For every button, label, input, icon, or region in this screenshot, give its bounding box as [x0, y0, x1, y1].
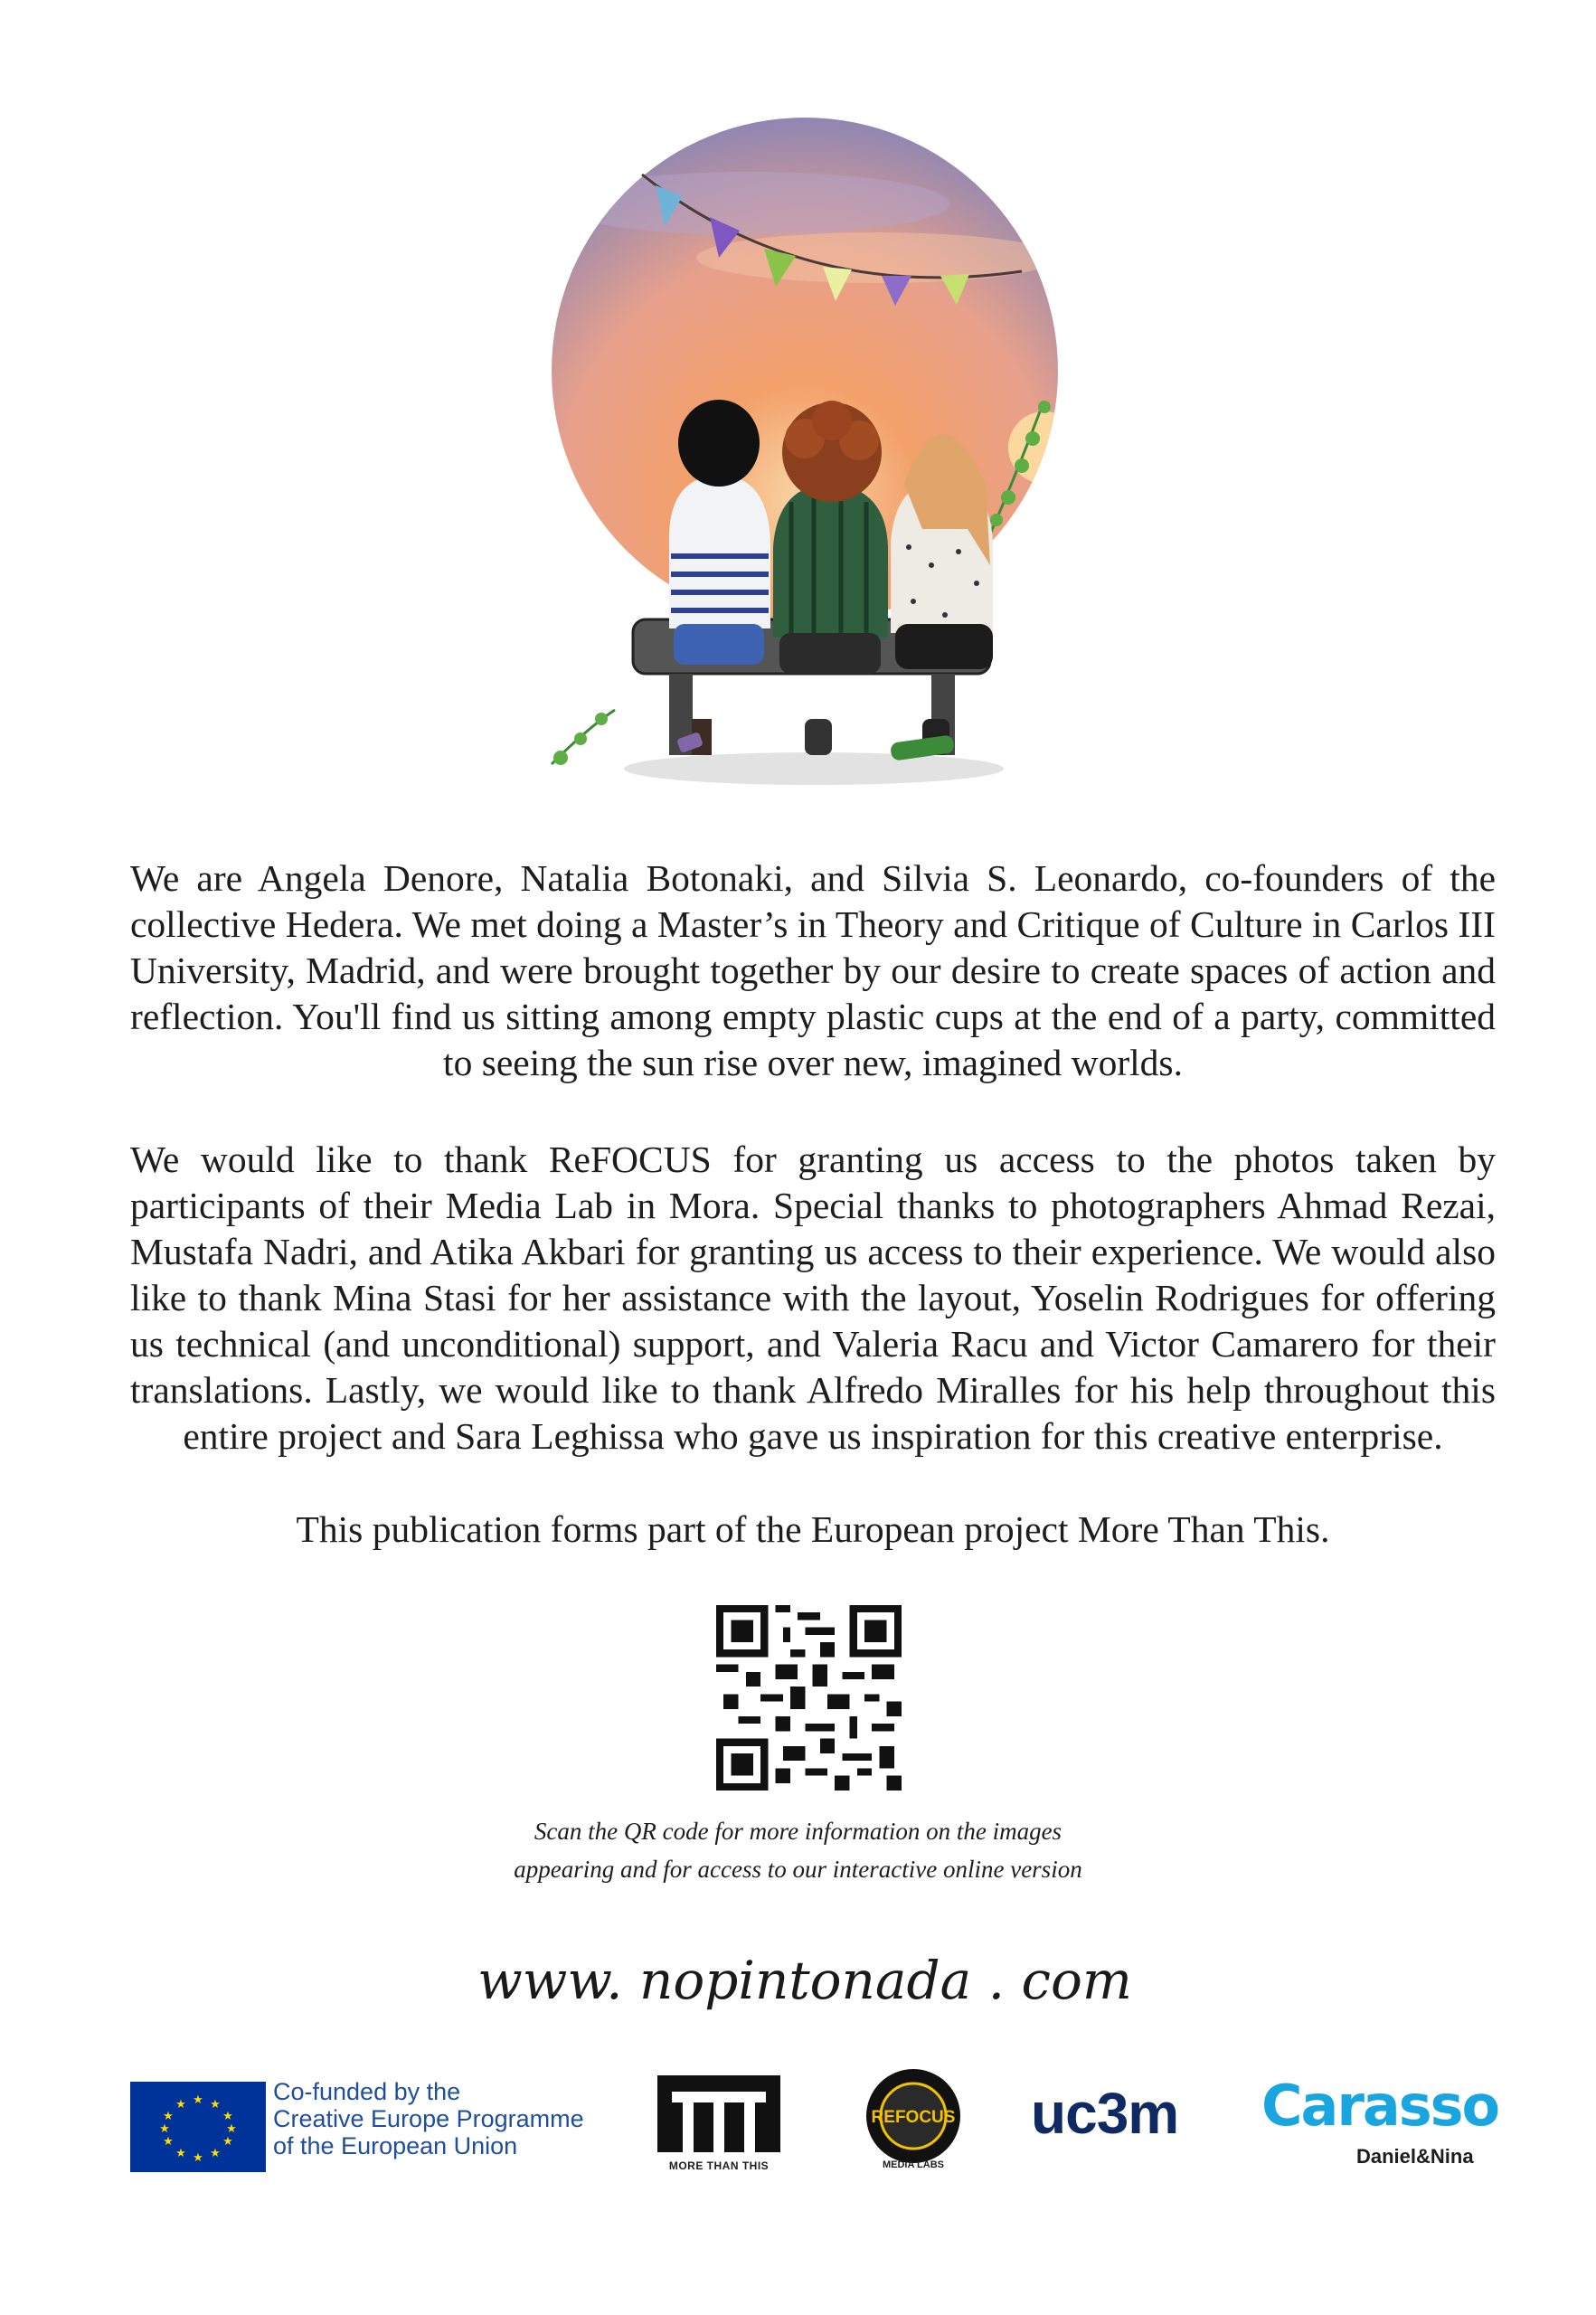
svg-text:★: ★ [222, 2135, 233, 2149]
qr-caption [0, 1812, 1596, 1888]
eu-line-3: of the European Union [273, 2132, 518, 2159]
woman-middle [773, 401, 888, 755]
svg-text:★: ★ [210, 2147, 221, 2160]
svg-text:★: ★ [193, 2093, 203, 2107]
project-paragraph: This publication forms part of the European project More Than This. [296, 1508, 1330, 1550]
svg-text:★: ★ [193, 2151, 203, 2165]
carasso-logo: Carasso [1261, 2073, 1499, 2139]
eu-flag-icon [130, 2082, 266, 2172]
more-than-this-label: MORE THAN THIS [668, 2159, 770, 2172]
svg-text:★: ★ [210, 2098, 221, 2112]
svg-text:★: ★ [159, 2122, 170, 2136]
website-text: www. nopintonada . com [477, 1950, 1132, 2011]
eu-funding-text [273, 2078, 635, 2159]
qr-caption-line-1: Scan the QR code for more information on the images [534, 1818, 1062, 1845]
eu-line-1: Co-funded by the [273, 2078, 461, 2105]
svg-text:★: ★ [175, 2147, 186, 2160]
svg-text:★: ★ [175, 2098, 186, 2112]
thanks-paragraph: We would like to thank ReFOCUS for granting us access to the photos taken by participants of their Media Lab in Mora. Special thanks to photographers Ahmad Rezai, Mustafa Nadri, and Atika Akbari for granting us access to their experience. We would also like to thank Mina Stasi for her assistance with the layout, Yoselin Rodrigues for offering us technical (and unconditional) support, and Valeria Racu and Victor Camarero for their translations. Lastly, we would like to thank Alfredo Miralles for his help throughout this entire project and Sara Leghissa who gave us inspiration for this creative enterprise. [130, 1139, 1496, 1457]
refocus-media-labs-label: MEDIA LABS [882, 2159, 945, 2170]
refocus-logo-icon [864, 2066, 963, 2166]
carasso-subtitle: Daniel&Nina [1356, 2145, 1474, 2168]
svg-text:★: ★ [226, 2122, 237, 2136]
refocus-text: REFOCUS [871, 2108, 956, 2127]
intro-paragraph: We are Angela Denore, Natalia Botonaki, and Silvia S. Leonardo, co-founders of the collective Hedera. We met doing a Master’s in Theory and Critique of Culture in Carlos III University, Madrid, and were brought together by our desire to create spaces of action and reflection. You'll find us sitting among empty plastic cups at the end of a party, committed to seeing the sun rise over new, imagined worlds. [130, 857, 1496, 1083]
website-link[interactable] [425, 1935, 1185, 2035]
qr-caption-line-2: appearing and for access to our interactive online version [514, 1856, 1082, 1883]
qr-code-icon[interactable] [716, 1605, 902, 1791]
svg-text:★: ★ [163, 2110, 174, 2123]
svg-text:★: ★ [222, 2110, 233, 2123]
uc3m-logo: uc3m [1031, 2081, 1179, 2146]
cover-illustration [534, 95, 1112, 791]
svg-text:★: ★ [163, 2135, 174, 2149]
eu-line-2: Creative Europe Programme [273, 2105, 584, 2132]
